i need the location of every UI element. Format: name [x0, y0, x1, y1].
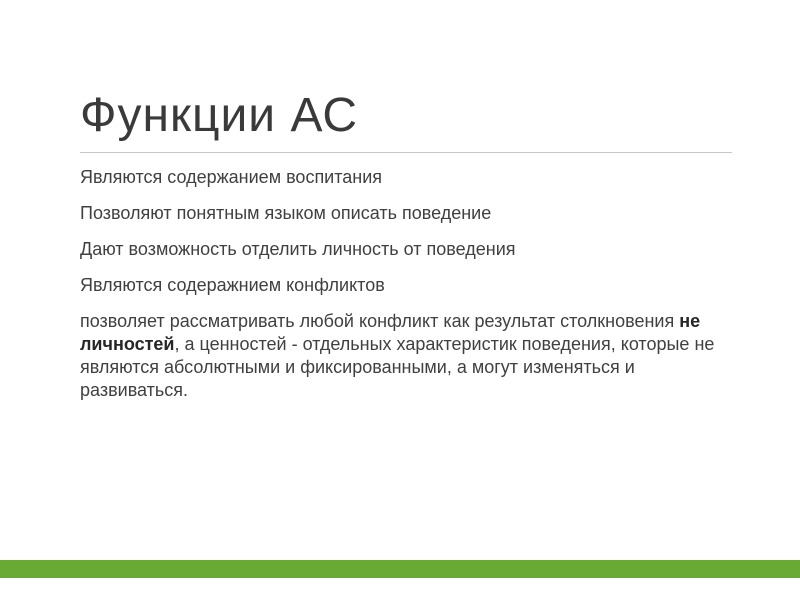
paragraph-5-text-start: позволяет рассматривать любой конфликт как результат столкновения [80, 311, 680, 331]
body-paragraph-5 [80, 310, 740, 402]
slide-body [80, 166, 740, 415]
title-divider [80, 152, 732, 153]
footer-strip [0, 578, 800, 600]
footer-accent-bar [0, 560, 800, 578]
body-paragraph-1: Являются содержанием воспитания [80, 167, 383, 187]
body-paragraph-4: Являются содеражнием конфликтов [80, 275, 385, 295]
paragraph-5-bold-phrase: не личностей [80, 311, 701, 354]
slide-title: Функции АС [80, 89, 359, 142]
paragraph-5-text-end: , а ценностей - отдельных характеристик поведения, которые не являются абсолютными и фиксированными, а могут изменяться и развиваться. [80, 334, 715, 400]
body-paragraph-2: Позволяют понятным языком описать поведение [80, 203, 492, 223]
body-paragraph-3: Дают возможность отделить личность от поведения [80, 239, 516, 259]
